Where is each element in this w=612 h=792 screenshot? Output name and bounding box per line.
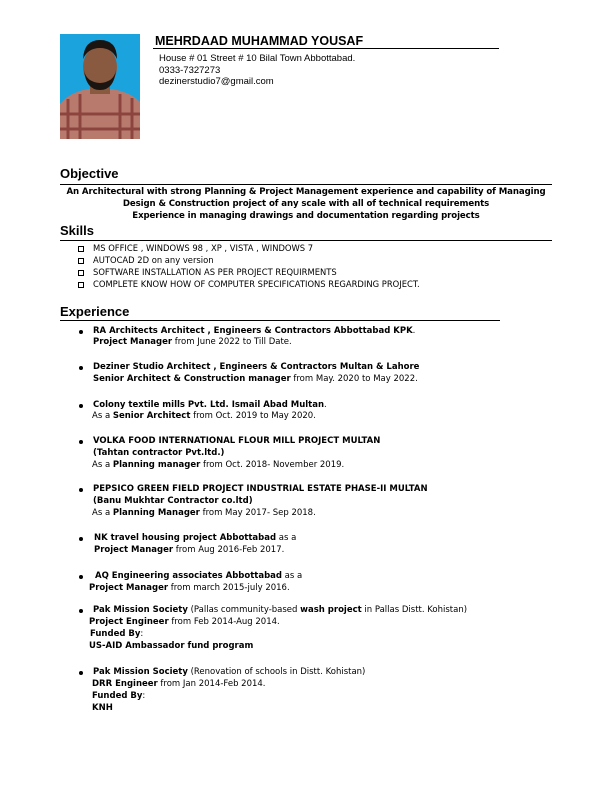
text: from June 2022 to Till Date. <box>172 337 292 347</box>
experience-line <box>92 411 316 421</box>
name-divider <box>153 48 499 49</box>
experience-line <box>95 571 302 581</box>
text: : <box>142 691 146 701</box>
bold-text: Pak Mission Society <box>93 667 188 677</box>
text: from May 2017- Sep 2018. <box>199 508 316 518</box>
experience-line <box>94 533 296 543</box>
bullet-icon <box>79 366 83 370</box>
text: : <box>140 629 144 639</box>
experience-line <box>92 460 344 470</box>
text: As a <box>92 460 113 470</box>
skills-heading: Skills <box>60 223 94 238</box>
bold-text: Planning Manager <box>112 508 200 518</box>
square-bullet-icon <box>78 270 84 276</box>
experience-line <box>92 703 113 713</box>
bold-text: VOLKA FOOD INTERNATIONAL FLOUR MILL PROJECT MULTAN <box>93 436 381 446</box>
experience-line <box>93 448 224 458</box>
square-bullet-icon <box>78 258 84 264</box>
experience-line <box>93 326 415 336</box>
bold-text: PEPSICO GREEN FIELD PROJECT INDUSTRIAL ESTATE PHASE-II MULTAN <box>93 484 428 494</box>
text: . <box>324 400 327 410</box>
candidate-name: MEHRDAAD MUHAMMAD YOUSAF <box>155 34 364 48</box>
text: from Feb 2014-Aug 2014. <box>168 617 280 627</box>
bold-text: wash project <box>300 605 362 615</box>
experience-line <box>89 641 253 651</box>
experience-line <box>93 337 292 347</box>
experience-line <box>93 436 380 446</box>
text: from Jan 2014-Feb 2014. <box>157 679 266 689</box>
bullet-icon <box>79 440 83 444</box>
text: from May. 2020 to May 2022. <box>290 374 418 384</box>
bullet-icon <box>79 671 83 675</box>
text: (Renovation of schools in Distt. Kohistan) <box>187 667 366 677</box>
bold-text: Project Manager <box>94 545 174 555</box>
text: as a <box>276 533 297 543</box>
bold-text: KNH <box>92 703 113 713</box>
square-bullet-icon <box>78 282 84 288</box>
address: House # 01 Street # 10 Bilal Town Abbottabad. <box>159 53 356 64</box>
objective-line: Design & Construction project of any scale with all of technical requirements <box>122 199 490 209</box>
objective-line: An Architectural with strong Planning & Project Management experience and capability of Managing <box>66 187 546 197</box>
experience-line <box>89 583 290 593</box>
experience-line <box>93 496 253 506</box>
bold-text: Colony textile mills Pvt. Ltd. Ismail Abad Multan <box>93 400 325 410</box>
experience-line <box>93 362 419 372</box>
text: from Oct. 2018- November 2019. <box>200 460 345 470</box>
skills-divider <box>60 240 552 241</box>
experience-line <box>93 374 418 384</box>
experience-line <box>93 400 327 410</box>
bullet-icon <box>79 488 83 492</box>
person-portrait-icon <box>60 34 140 139</box>
bold-text: AQ Engineering associates Abbottabad <box>95 571 282 581</box>
profile-photo <box>60 34 140 139</box>
text: . <box>412 326 416 336</box>
experience-heading: Experience <box>60 304 130 319</box>
experience-line <box>89 617 280 627</box>
bold-text: Planning manager <box>112 460 201 470</box>
experience-line <box>92 691 145 701</box>
bold-text: Funded By <box>90 629 141 639</box>
experience-line <box>93 667 365 677</box>
bullet-icon <box>79 404 83 408</box>
bold-text: Project Engineer <box>89 617 169 627</box>
bold-text: Funded By <box>92 691 143 701</box>
experience-line <box>93 605 467 615</box>
bold-text: Deziner Studio Architect , Engineers & Contractors Multan & Lahore <box>93 362 420 372</box>
bold-text: (Tahtan contractor Pvt.ltd.) <box>93 448 225 458</box>
text: from march 2015-july 2016. <box>168 583 290 593</box>
skill-item: AUTOCAD 2D on any version <box>93 255 214 265</box>
bold-text: RA Architects Architect , Engineers & Contractors Abbottabad KPK <box>93 326 413 336</box>
bullet-icon <box>79 609 83 613</box>
objective-heading: Objective <box>60 166 119 181</box>
phone: 0333-7327273 <box>159 65 221 76</box>
bullet-icon <box>79 575 83 579</box>
bold-text: US-AID Ambassador fund program <box>89 641 254 651</box>
experience-line <box>92 679 266 689</box>
experience-line <box>94 545 284 555</box>
bold-text: DRR Engineer <box>92 679 158 689</box>
bold-text: Project Manager <box>93 337 173 347</box>
experience-divider <box>60 320 500 321</box>
text: As a <box>92 411 113 421</box>
text: from Oct. 2019 to May 2020. <box>190 411 316 421</box>
text: As a <box>92 508 113 518</box>
skill-item: MS OFFICE , WINDOWS 98 , XP , VISTA , WINDOWS 7 <box>93 243 314 253</box>
experience-line <box>93 484 428 494</box>
text: from Aug 2016-Feb 2017. <box>173 545 285 555</box>
bold-text: Senior Architect <box>112 411 191 421</box>
experience-line <box>90 629 143 639</box>
bold-text: (Banu Mukhtar Contractor co.ltd) <box>93 496 253 506</box>
text: in Pallas Distt. Kohistan) <box>361 605 468 615</box>
bold-text: Senior Architect & Construction manager <box>93 374 291 384</box>
skill-item: SOFTWARE INSTALLATION AS PER PROJECT REQUIRMENTS <box>93 267 337 277</box>
bold-text: Project Manager <box>89 583 169 593</box>
objective-divider <box>60 184 552 185</box>
bullet-icon <box>79 330 83 334</box>
square-bullet-icon <box>78 246 84 252</box>
text: as a <box>281 571 303 581</box>
email[interactable]: dezinerstudio7@gmail.com <box>159 76 274 87</box>
bold-text: Pak Mission Society <box>93 605 188 615</box>
skill-item: COMPLETE KNOW HOW OF COMPUTER SPECIFICATIONS REGARDING PROJECT. <box>93 279 420 289</box>
bullet-icon <box>79 537 83 541</box>
objective-line: Experience in managing drawings and documentation regarding projects <box>132 211 480 221</box>
bold-text: NK travel housing project Abbottabad <box>94 533 277 543</box>
experience-line <box>92 508 316 518</box>
text: (Pallas community-based <box>187 605 301 615</box>
